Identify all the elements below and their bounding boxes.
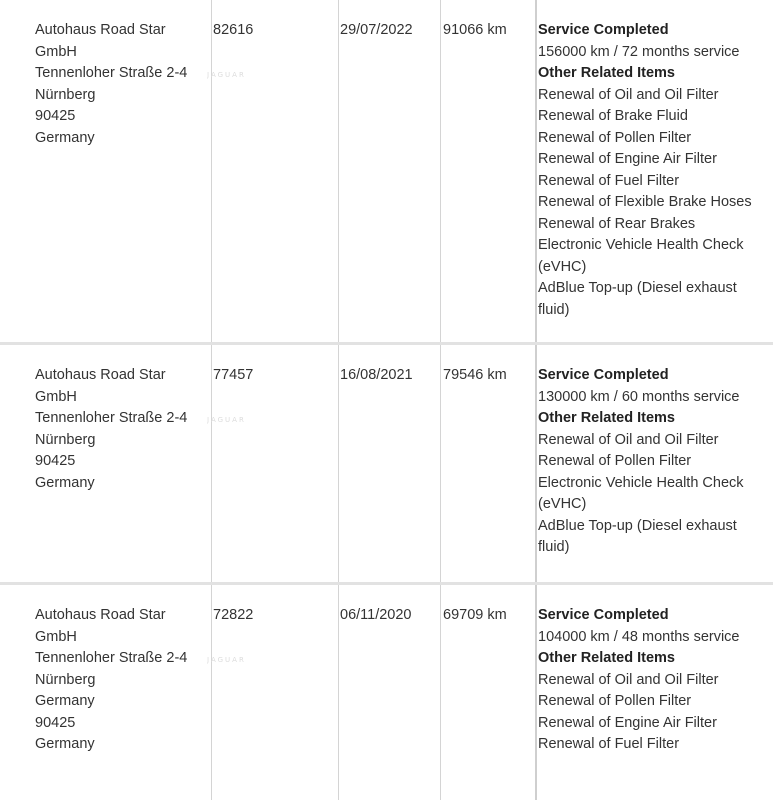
related-item: Renewal of Engine Air Filter	[538, 151, 717, 167]
related-item: Renewal of Pollen Filter	[538, 693, 692, 709]
jaguar-watermark: JAGUAR	[207, 416, 246, 424]
dealer-name: Autohaus Road Star GmbH	[35, 367, 166, 405]
dealer-name: Autohaus Road Star GmbH	[35, 22, 166, 60]
dealer-city: Nürnberg	[35, 431, 96, 448]
related-item: Renewal of Oil and Oil Filter	[538, 86, 719, 103]
service-interval: 156000 km / 72 months service	[538, 43, 740, 60]
dealer-address	[35, 365, 205, 494]
service-reference: 82616	[213, 22, 254, 38]
related-item: Renewal of Oil and Oil Filter	[538, 671, 719, 688]
service-reference: 72822	[213, 607, 254, 623]
service-date: 06/11/2020	[340, 607, 412, 623]
service-date: 16/08/2021	[340, 367, 413, 383]
service-mileage: 91066 km	[443, 22, 507, 38]
jaguar-watermark: JAGUAR	[207, 656, 246, 664]
related-item: Electronic Vehicle Health Check (eVHC)	[538, 237, 744, 275]
related-item: AdBlue Top-up (Diesel exhaust fluid)	[538, 517, 737, 555]
service-details	[538, 365, 768, 559]
related-item: AdBlue Top-up (Diesel exhaust fluid)	[538, 280, 737, 318]
related-item: Renewal of Flexible Brake Hoses	[538, 194, 752, 210]
service-interval: 130000 km / 60 months service	[538, 388, 740, 405]
related-item: Renewal of Oil and Oil Filter	[538, 431, 719, 448]
related-item: Renewal of Fuel Filter	[538, 172, 680, 189]
dealer-street: Tennenloher Straße 2-4	[35, 65, 188, 81]
related-item: Renewal of Brake Fluid	[538, 108, 688, 124]
related-items-heading: Other Related Items	[538, 650, 675, 666]
dealer-name: Autohaus Road Star GmbH	[35, 607, 166, 645]
related-item: Electronic Vehicle Health Check (eVHC)	[538, 474, 744, 512]
dealer-postcode: 90425	[35, 108, 76, 124]
service-completed-heading: Service Completed	[538, 367, 669, 383]
service-details	[538, 20, 768, 321]
dealer-country: Germany	[35, 129, 95, 146]
service-interval: 104000 km / 48 months service	[538, 628, 740, 645]
dealer-street: Tennenloher Straße 2-4	[35, 650, 188, 666]
table-row	[0, 20, 773, 342]
related-item: Renewal of Engine Air Filter	[538, 714, 717, 731]
service-details	[538, 605, 768, 756]
dealer-city: Nürnberg	[35, 671, 96, 688]
service-completed-heading: Service Completed	[538, 607, 669, 623]
related-item: Renewal of Pollen Filter	[538, 453, 692, 469]
dealer-country: Germany	[35, 736, 95, 752]
service-date: 29/07/2022	[340, 22, 413, 38]
related-items-heading: Other Related Items	[538, 65, 675, 81]
related-items-heading: Other Related Items	[538, 410, 675, 426]
dealer-postcode: 90425	[35, 453, 76, 469]
dealer-address	[35, 20, 205, 149]
service-mileage: 69709 km	[443, 607, 507, 623]
row-divider	[0, 582, 773, 585]
dealer-address	[35, 605, 205, 756]
table-row	[0, 605, 773, 800]
dealer-country: Germany	[35, 474, 95, 491]
related-item: Renewal of Rear Brakes	[538, 215, 696, 232]
service-completed-heading: Service Completed	[538, 22, 669, 38]
row-divider	[0, 342, 773, 345]
dealer-street: Tennenloher Straße 2-4	[35, 410, 188, 426]
dealer-country: Germany	[35, 693, 95, 709]
service-reference: 77457	[213, 367, 254, 383]
table-row	[0, 365, 773, 582]
service-mileage: 79546 km	[443, 367, 507, 383]
jaguar-watermark: JAGUAR	[207, 71, 246, 79]
related-item: Renewal of Pollen Filter	[538, 129, 692, 146]
related-item: Renewal of Fuel Filter	[538, 736, 680, 752]
dealer-city: Nürnberg	[35, 86, 96, 103]
dealer-postcode: 90425	[35, 714, 76, 731]
